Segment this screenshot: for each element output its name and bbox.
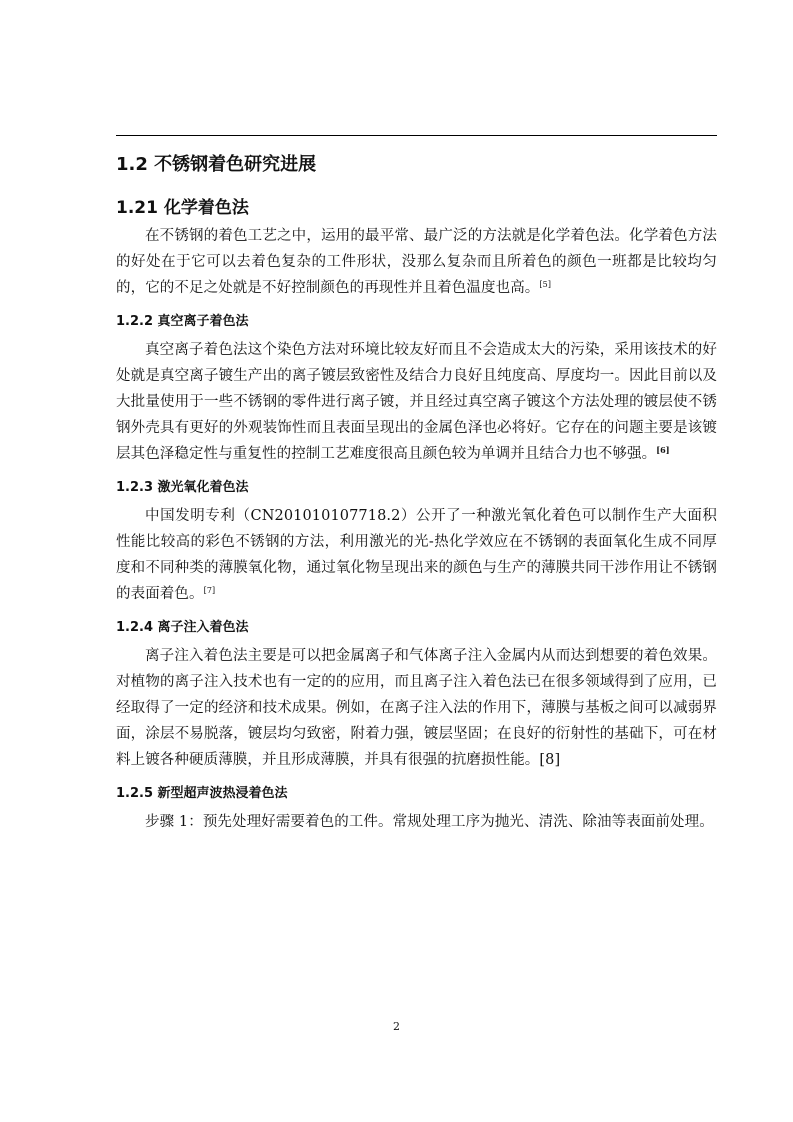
page-number: 2	[393, 1020, 400, 1033]
citation-6: [6]	[656, 445, 670, 455]
paragraph-vacuum-ion-coloring	[116, 337, 717, 467]
paragraph-laser-oxidation-coloring	[116, 503, 717, 607]
subsection-heading-1-21: 1.21 化学着色法	[116, 198, 249, 218]
paragraph-ion-implantation-coloring: 离子注入着色法主要是可以把金属离子和气体离子注入金属内从而达到想要的着色效果。对植物的离子注入技术也有一定的的应用，而且离子注入着色法已在很多领域得到了应用，已经取得了一定的经济和技术成果。例如，在离子注入法的作用下，薄膜与基板之间可以减弱界面，涂层不易脱落，镀层均匀致密，附着力强，镀层坚固；在良好的衍射性的基础下，可在材料上镀各种硬质薄膜，并且形成薄膜，并具有很强的抗磨损性能。[8]	[116, 648, 717, 768]
subsection-heading-1-2-5: 1.2.5 新型超声波热浸着色法	[116, 786, 288, 801]
citation-7: [7]	[203, 586, 216, 595]
paragraph-chemical-coloring	[116, 223, 717, 301]
subsection-heading-1-2-4: 1.2.4 离子注入着色法	[116, 620, 249, 635]
paragraph-text: 中国发明专利（CN201010107718.2）公开了一种激光氧化着色可以制作生产大面积性能比较高的彩色不锈钢的方法，利用激光的光-热化学效应在不锈钢的表面氧化生成不同厚度和不同种类的薄膜氧化物，通过氧化物呈现出来的颜色与生产的薄膜共同干涉作用让不锈钢的表面着色。	[116, 508, 717, 602]
paragraph-ultrasonic-hot-dip-coloring: 步骤 1：预先处理好需要着色的工件。常规处理工序为抛光、清洗、除油等表面前处理。	[145, 814, 714, 830]
header-rule	[116, 135, 717, 136]
paragraph-text: 真空离子着色法这个染色方法对环境比较友好而且不会造成太大的污染，采用该技术的好处就是真空离子镀生产出的离子镀层致密性及结合力良好且纯度高、厚度均一。因此目前以及大批量使用于一些不锈钢的零件进行离子镀，并且经过真空离子镀这个方法处理的镀层使不锈钢外壳具有更好的外观装饰性而且表面呈现出的金属色泽也必将好。它存在的问题主要是该镀层其色泽稳定性与重复性的控制工艺难度很高且颜色较为单调并且结合力也不够强。	[116, 342, 717, 462]
paragraph-text: 在不锈钢的着色工艺之中，运用的最平常、最广泛的方法就是化学着色法。化学着色方法的好处在于它可以去着色复杂的工件形状，没那么复杂而且所着色的颜色一班都是比较均匀的，它的不足之处就是不好控制颜色的再现性并且着色温度也高。	[116, 228, 717, 296]
document-body	[116, 142, 717, 835]
citation-5: [5]	[539, 280, 552, 289]
section-heading-1-2: 1.2 不锈钢着色研究进展	[116, 154, 317, 175]
subsection-heading-1-2-2: 1.2.2 真空离子着色法	[116, 314, 249, 329]
subsection-heading-1-2-3: 1.2.3 激光氧化着色法	[116, 480, 249, 495]
